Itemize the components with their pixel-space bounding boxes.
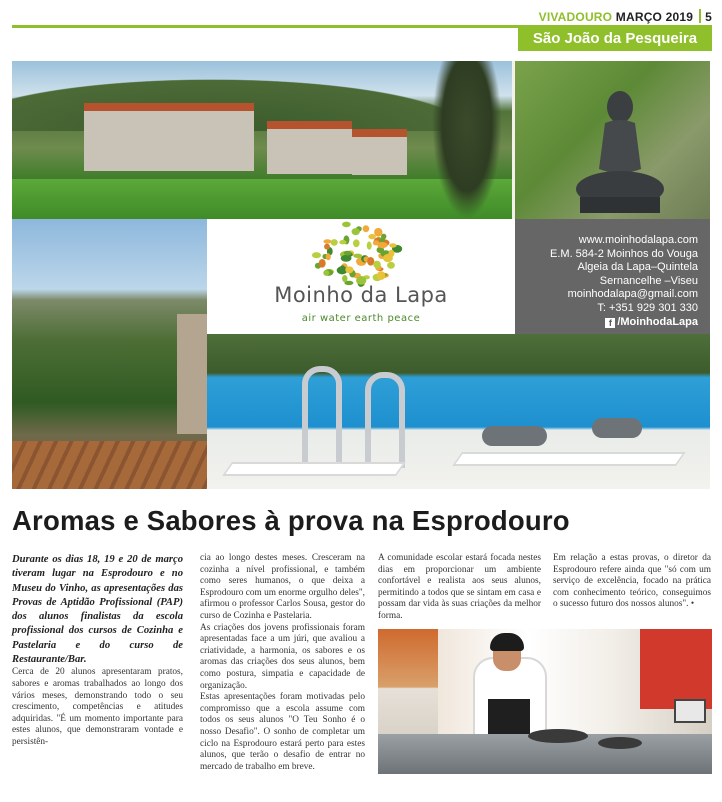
logo-wordmark: Moinho da Lapa	[274, 283, 448, 307]
photo-chef-cooking	[378, 629, 712, 774]
article-paragraph: As criações dos jovens profissionais foram apresentadas face a um júri, que avaliou a criatividade, a harmonia, os sabores e os aromas das criações dos seus alunos, bem como postura, simpatia e capacidade de organização.	[200, 622, 365, 691]
facebook-icon: f	[605, 318, 615, 328]
article-column-1	[12, 553, 183, 749]
contact-box	[515, 219, 710, 334]
article-column-4	[553, 553, 711, 611]
logo-leaf-dot	[319, 259, 326, 268]
pool-ladder-rail	[302, 366, 342, 462]
logo-panel	[207, 219, 515, 334]
article-paragraph: A comunidade escolar estará focada nestes dias em proporcionar um ambiente confortável e realista aos seus alunos, permitindo a todos que se sintam em casa e possam dar vida às suas criações da melhor forma.	[378, 553, 541, 621]
article-paragraph: Cerca de 20 alunos apresentaram pratos, sabores e aromas trabalhados ao longo dos vários meses, demonstrando todo o seu crescimento, competências e atitudes adquiridas. "É um momento importante para estes alunos, que demonstraram vontade e persistên-	[12, 667, 183, 747]
sun-lounger	[222, 462, 406, 476]
logo-leaf-dot	[342, 275, 347, 282]
article-paragraph: cia ao longo destes meses. Cresceram na cozinha a nível profissional, e também como seres humanos, o que deixa a Esprodouro com um enorme orgulho deles", afirmou o professor Carlos Sousa, gestor do curso de Cozinha e Pastelaria.	[200, 553, 365, 621]
logo-leaf-dot	[387, 262, 395, 269]
photo-house	[267, 121, 352, 174]
logo-leaf-dot	[377, 271, 386, 280]
contact-email[interactable]: moinhodalapa@gmail.com	[567, 288, 698, 301]
contact-address-line: Sernancelhe –Viseu	[599, 274, 698, 287]
photo-pan	[528, 729, 588, 743]
rolled-towel	[482, 426, 547, 446]
masthead	[539, 9, 712, 24]
contact-facebook[interactable]	[515, 316, 698, 330]
logo-leaf-dot	[379, 238, 385, 243]
logo-leaf-dot	[373, 261, 381, 268]
logo-leaf-dot	[342, 222, 351, 228]
facebook-handle: /MoinhodaLapa	[617, 315, 698, 328]
photo-laptop	[674, 699, 706, 723]
photo-swimming-pool	[207, 334, 710, 489]
photo-house	[84, 103, 254, 171]
contact-address-line: Algeia da Lapa–Quintela	[577, 261, 698, 274]
logo-leaf-dot	[353, 254, 362, 258]
masthead-divider	[699, 9, 701, 23]
logo-leaf-dot	[353, 239, 360, 247]
photo-stone-wall	[177, 314, 207, 434]
logo-leaf-dot	[373, 240, 379, 245]
logo-leaf-dot	[331, 239, 338, 246]
article-paragraph: Estas apresentações foram motivadas pelo compromisso que a escola assume com todos os seus alunos "O Teu Sonho é o nosso Desafio". O sonho de completar um ciclo na Esprodouro estará perto para estes alunos, que terão o desafio de entrar no mercado de trabalho em breve.	[200, 692, 365, 772]
photo-tree	[432, 61, 502, 219]
article-column-3	[378, 553, 541, 623]
pool-ladder-rail	[365, 372, 405, 468]
logo-tagline: air water earth peace	[301, 313, 421, 324]
logo-leaf-dot	[374, 228, 382, 237]
logo-leaf-dot	[323, 270, 329, 276]
sun-lounger	[452, 452, 686, 466]
contact-website[interactable]: www.moinhodalapa.com	[578, 234, 698, 246]
logo-leaf-dot	[389, 243, 396, 247]
logo-leaf-dot	[326, 253, 331, 260]
contact-phone: T: +351 929 301 330	[597, 301, 698, 314]
photo-wood-deck	[12, 441, 207, 489]
logo-leaf-dot	[363, 225, 370, 232]
logo-leaf-dot	[344, 251, 352, 256]
page-number: 5	[705, 10, 712, 24]
logo-leaf-dot	[312, 252, 321, 258]
photo-red-wall	[640, 629, 712, 709]
photo-chef-cap	[490, 633, 524, 651]
logo-leaf-dot	[324, 244, 330, 250]
logo-leaf-dot	[345, 266, 353, 273]
logo-leaf-dot	[352, 228, 360, 235]
photo-stone-houses	[12, 61, 512, 219]
logo-leaf-dot	[323, 239, 331, 243]
logo-leaf-dot	[367, 242, 372, 250]
article-lead: Durante os dias 18, 19 e 20 de março tiveram lugar na Esprodouro e no Museu do Vinho, as apresentações das Provas de Aptidão Profissional (PAP) dos alunos finalistas da escola profissional dos cursos de Cozinha e Pastelaria e do curso de Restaurante/Bar.	[12, 554, 183, 666]
logo-leaf-dot	[368, 234, 376, 239]
article-headline: Aromas e Sabores à prova na Esprodouro	[12, 505, 570, 536]
article-paragraph: Em relação a estas provas, o diretor da Esprodouro refere ainda que "só com um serviço de excelência, focado na prática com conhecimento teórico, conseguimos o sucesso futuro dos nossos alunos". •	[553, 553, 711, 610]
photo-valley-deck	[12, 219, 207, 489]
logo-leaf-dot	[339, 240, 346, 244]
article-column-2	[200, 553, 365, 773]
publication-name: VIVADOURO	[538, 10, 613, 24]
photo-pan	[598, 737, 642, 749]
rolled-towel	[592, 418, 642, 438]
contact-address-line: E.M. 584-2 Moinhos do Vouga	[550, 247, 698, 260]
issue-date: MARÇO 2019	[615, 10, 694, 24]
buddha-statue-icon	[575, 89, 665, 214]
photo-buddha-statue	[515, 61, 710, 219]
photo-house	[352, 129, 407, 175]
section-label: São João da Pesqueira	[518, 27, 712, 51]
logo-leaf-dot	[388, 250, 394, 257]
